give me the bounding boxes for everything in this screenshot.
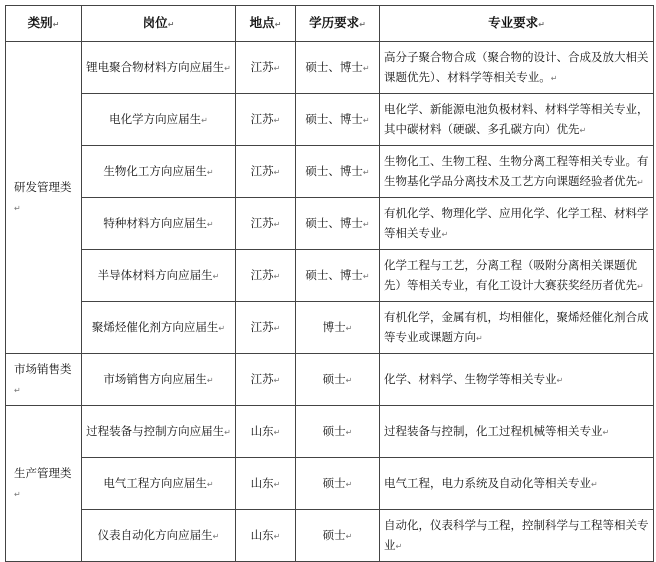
education-cell: 博士↵ — [296, 302, 380, 354]
education-cell: 硕士、博士↵ — [296, 94, 380, 146]
header-row — [6, 6, 654, 42]
position-cell: 半导体材料方向应届生↵ — [82, 250, 236, 302]
category-cell-sales: 市场销售类↵ — [6, 354, 82, 406]
header-major: 专业要求↵ — [380, 6, 654, 42]
location-cell: 江苏↵ — [236, 42, 296, 94]
major-cell: 过程装备与控制，化工过程机械等相关专业↵ — [380, 406, 654, 458]
table-row — [6, 406, 654, 458]
table-row — [6, 250, 654, 302]
education-cell: 硕士、博士↵ — [296, 250, 380, 302]
position-cell: 锂电聚合物材料方向应届生↵ — [82, 42, 236, 94]
location-cell: 江苏↵ — [236, 354, 296, 406]
education-cell: 硕士↵ — [296, 510, 380, 562]
major-cell: 生物化工、生物工程、生物分离工程等相关专业。有生物基化学品分离技术及工艺方向课题经验者优先↵ — [380, 146, 654, 198]
header-category: 类别↵ — [6, 6, 82, 42]
position-cell: 电气工程方向应届生↵ — [82, 458, 236, 510]
education-cell: 硕士、博士↵ — [296, 42, 380, 94]
major-cell: 化学工程与工艺，分离工程（吸附分离相关课题优先）等相关专业，有化工设计大赛获奖经历者优先↵ — [380, 250, 654, 302]
education-cell: 硕士、博士↵ — [296, 198, 380, 250]
position-cell: 仪表自动化方向应届生↵ — [82, 510, 236, 562]
major-cell: 有机化学、物理化学、应用化学、化学工程、材料学等相关专业↵ — [380, 198, 654, 250]
position-cell: 特种材料方向应届生↵ — [82, 198, 236, 250]
header-position: 岗位↵ — [82, 6, 236, 42]
location-cell: 江苏↵ — [236, 146, 296, 198]
table-row — [6, 94, 654, 146]
education-cell: 硕士、博士↵ — [296, 146, 380, 198]
major-cell: 电化学、新能源电池负极材料、材料学等相关专业，其中碳材料（硬碳、多孔碳方向）优先↵ — [380, 94, 654, 146]
table-row — [6, 42, 654, 94]
location-cell: 江苏↵ — [236, 198, 296, 250]
major-cell: 电气工程，电力系统及自动化等相关专业↵ — [380, 458, 654, 510]
location-cell: 山东↵ — [236, 458, 296, 510]
position-cell: 生物化工方向应届生↵ — [82, 146, 236, 198]
position-cell: 电化学方向应届生↵ — [82, 94, 236, 146]
education-cell: 硕士↵ — [296, 406, 380, 458]
location-cell: 江苏↵ — [236, 94, 296, 146]
table-row — [6, 146, 654, 198]
category-cell-production: 生产管理类↵ — [6, 406, 82, 562]
location-cell: 江苏↵ — [236, 250, 296, 302]
location-cell: 山东↵ — [236, 406, 296, 458]
table-row — [6, 510, 654, 562]
major-cell: 高分子聚合物合成（聚合物的设计、合成及放大相关课题优先）、材料学等相关专业。↵ — [380, 42, 654, 94]
category-cell-rd: 研发管理类↵ — [6, 42, 82, 354]
major-cell: 化学、材料学、生物学等相关专业↵ — [380, 354, 654, 406]
location-cell: 山东↵ — [236, 510, 296, 562]
major-cell: 自动化，仪表科学与工程，控制科学与工程等相关专业↵ — [380, 510, 654, 562]
table-row — [6, 302, 654, 354]
header-location: 地点↵ — [236, 6, 296, 42]
major-cell: 有机化学，金属有机，均相催化，聚烯烃催化剂合成等专业或课题方向↵ — [380, 302, 654, 354]
table-row — [6, 198, 654, 250]
recruitment-table — [5, 5, 654, 562]
position-cell: 聚烯烃催化剂方向应届生↵ — [82, 302, 236, 354]
header-education: 学历要求↵ — [296, 6, 380, 42]
table-row — [6, 354, 654, 406]
education-cell: 硕士↵ — [296, 354, 380, 406]
position-cell: 过程装备与控制方向应届生↵ — [82, 406, 236, 458]
location-cell: 江苏↵ — [236, 302, 296, 354]
education-cell: 硕士↵ — [296, 458, 380, 510]
table-row — [6, 458, 654, 510]
position-cell: 市场销售方向应届生↵ — [82, 354, 236, 406]
